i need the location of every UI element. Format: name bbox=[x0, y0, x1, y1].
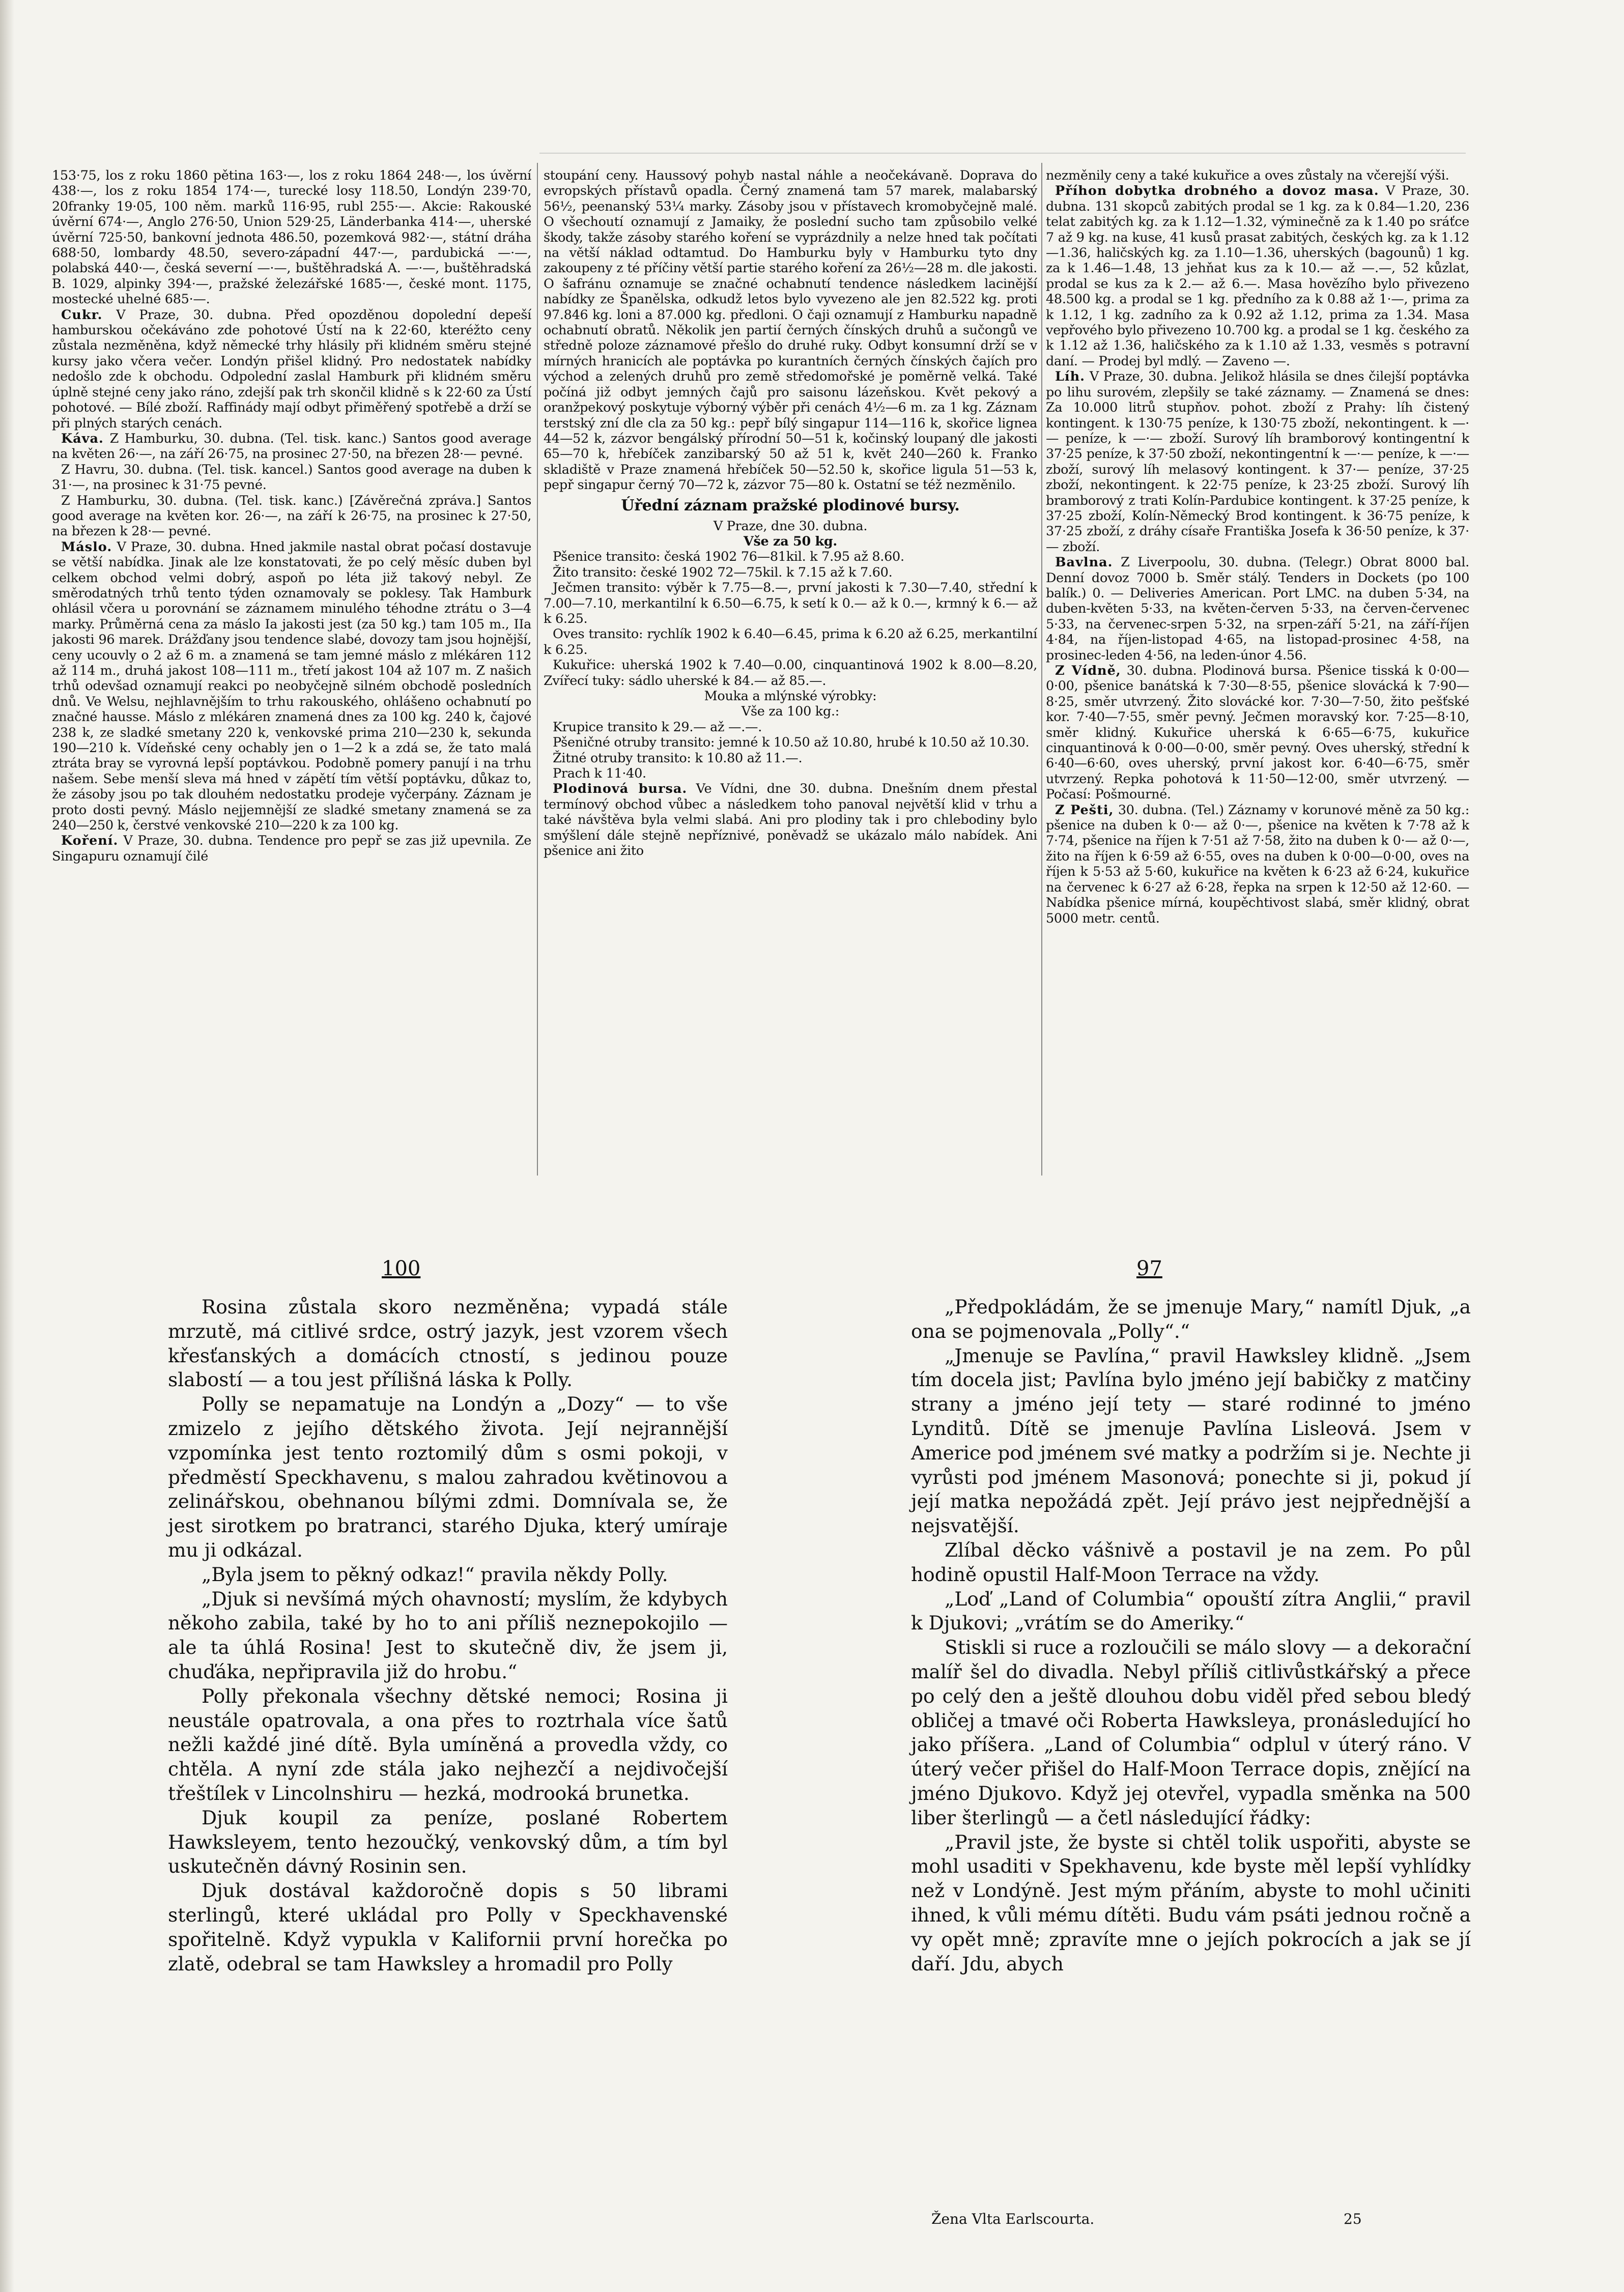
newspaper-column-2 bbox=[544, 168, 1037, 1176]
report-text: V Praze, 30. dubna. Hned jakmile nastal obrat počasí dostavuje se větší nabídka. Jinak ale lze konstatovati, že po celý měsíc duben byl celkem obchod velmi dobrý, aspoň po léta již takový nebyl. Ze směrodatných trhů tento týden oznamovaly se poklesy. Tak Hamburk ohlásil včera u porovnání se záznamem minulého téhodne ztrátu o 3—4 marky. Průměrná cena za máslo Ia jakosti jest (za 50 kg.) tam 105 m., IIa jakosti 96 marek. Drážďany jsou tendence slabé, dovozy tam jsou hojnější, ceny ucouvly o 2 až 6 m. a znamená se tam jemné máslo z mlékáren 112 až 114 m., druhá jakost 108—111 m., třetí jakost 104 až 107 m. Z našich trhů odevšad oznamují reakci po neobyčejně silném obchodě posledních dnů. Ve Welsu, nejhlavnějším to trhu rakouského, ohlášeno ochabnutí po značné hausse. Máslo z mlékáren znamená dnes za 100 kg. 240 k, čajové 238 k, ze sladké smetany 220 k, venkovské prima 210—230 k, sekunda 190—210 k. Vídeňské ceny ochably jen o 1—2 k a zdá se, že tato malá ztráta bray se vyrovná lepší poptávkou. Podobně pomery panují i na trhu našem. Sebe menší sleva má hned v zápětí tím větší poptávku, důkaz to, že zásoby jsou po tak dlouhém nedostatku prodeje vyčerpány. Záznam je proto dosti pevný. Máslo nejjemnější ze sladké smetany znamená se za 240—250 k, čerstvé venkovské 210—220 k za 100 kg. bbox=[52, 539, 531, 834]
market-report-paragraph bbox=[1046, 168, 1469, 183]
report-heading: Líh. bbox=[1055, 369, 1086, 385]
footer-page-number: 25 bbox=[1344, 2211, 1362, 2227]
report-heading: Z Pešti, bbox=[1055, 802, 1114, 818]
market-report-paragraph bbox=[1046, 803, 1469, 926]
market-report-paragraph bbox=[544, 720, 1037, 735]
novel-paragraph: Rosina zůstala skoro nezměněna; vypadá stále mrzutě, má citlivé srdce, ostrý jazyk, jest vzorem všech křesťanských a domácích ctností, s jedinou pouze slabostí — a tou jest přílišná láska k Polly. bbox=[168, 1296, 728, 1391]
report-text: Prach k 11·40. bbox=[553, 766, 646, 782]
market-report-paragraph bbox=[544, 735, 1037, 750]
market-report-paragraph bbox=[544, 657, 1037, 689]
market-report-paragraph bbox=[544, 751, 1037, 766]
report-text: Z Hamburku, 30. dubna. (Tel. tisk. kanc.) [Závěrečná zpráva.] Santos good average na květen kor. 26·—, na září k 26·75, na prosinec k 27·50, na březen k 28·— pevné. bbox=[52, 493, 531, 539]
centered-line: Mouka a mlýnské výrobky: bbox=[704, 689, 877, 704]
left-page-number: 100 bbox=[382, 1257, 421, 1280]
report-heading: Plodinová bursa. bbox=[553, 781, 688, 797]
novel-paragraph: „Loď „Land of Columbia“ opouští zítra Anglii,“ pravil k Djukovi; „vrátím se do Ameriky.“ bbox=[911, 1587, 1471, 1635]
market-report-paragraph bbox=[544, 626, 1037, 657]
novel-paragraph: Zlíbal děcko vášnivě a postavil je na zem. Po půl hodině opustil Half-Moon Terrace na vždy. bbox=[911, 1538, 1471, 1586]
market-report-paragraph bbox=[544, 580, 1037, 626]
market-report-paragraph bbox=[544, 549, 1037, 564]
market-report-paragraph bbox=[52, 833, 531, 864]
novel-right-page bbox=[911, 1295, 1471, 1976]
market-report-paragraph bbox=[544, 168, 1037, 493]
report-text: Žito transito: české 1902 72—75kil. k 7.15 až k 7.60. bbox=[553, 564, 893, 580]
report-heading: Z Vídně, bbox=[1055, 663, 1121, 678]
novel-paragraph: Stiskli si ruce a rozloučili se málo slovy — a dekorační malíř šel do divadla. Nebyl příliš citlivůstkářský a přece po celý den a ještě dlouhou dobu viděl před sebou bledý obličej a tmavé oči Roberta Hawksleya, pronásledující ho jako příšera. „Land of Columbia“ odplul v úterý ráno. V úterý večer přišel do Half-Moon Terrace dopis, znějící na jméno Djukovo. Když jej otevřel, vypadla směnka na 500 liber šterlingů — a četl následující řádky: bbox=[911, 1636, 1471, 1829]
report-text: Ječmen transito: výběr k 7.75—8.—, první jakosti k 7.30—7.40, střední k 7.00—7.10, merkantilní k 6.50—6.75, k setí k 0.— až k 0.—, krmný k 6.— až k 6.25. bbox=[544, 580, 1037, 626]
market-report-paragraph bbox=[1046, 663, 1469, 803]
market-report-paragraph bbox=[52, 431, 531, 462]
report-heading: Káva. bbox=[61, 431, 104, 446]
report-text: Pšenice transito: česká 1902 76—81kil. k 7.95 až 8.60. bbox=[553, 549, 904, 565]
report-text: nezměnily ceny a také kukuřice a oves zůstaly na včerejší výši. bbox=[1046, 168, 1449, 183]
section-heading: Úřední záznam pražské plodinové bursy. bbox=[621, 496, 960, 514]
newspaper-column-3 bbox=[1046, 168, 1469, 1176]
report-text: 153·75, los z roku 1860 pětina 163·—, los z roku 1864 248·—, los úvěrní 438·—, los z roku 1854 174·—, turecké losy 118.50, Londýn 239·70, 20franky 19·05, 100 něm. marků 116·95, rubl 255·—. Akcie: Rakouské úvěrní 674·—, Anglo 276·50, Union 529·25, Länderbanka 414·—, uherské úvěrní 725·50, bankovní jednota 486.50, pozemková 982·—, státní dráha 688·50, lombardy 48.50, severo-západní 447·—, pardubická —·—, polabská 440·—, česká severní —·—, buštěhradská A. —·—, buštěhradská B. 1029, alpinky 394·—, pražské železářské 1685·—, české mont. 1175, mostecké uhelné 685·—. bbox=[52, 168, 531, 307]
novel-paragraph: „Djuk si nevšímá mých ohavností; myslím, že kdybych někoho zabila, také by ho to ani příliš neznepokojilo — ale ta úhlá Rosina! Jest to skutečně div, že jsem ji, chuďáka, nepřipravila již do hrobu.“ bbox=[168, 1587, 728, 1683]
novel-paragraph: „Byla jsem to pěkný odkaz!“ pravila někdy Polly. bbox=[202, 1563, 668, 1586]
market-report-paragraph bbox=[544, 766, 1037, 781]
market-report-paragraph bbox=[544, 781, 1037, 858]
report-text: 30. dubna. Plodinová bursa. Pšenice tisská k 0·00—0·00, pšenice banátská k 7·30—8·55, pšenice slovácká k 7·90—8·25, směr utvrzený. Žito slovácké kor. 7·30—7·50, žito pešťské kor. 7·40—7·55, směr pevný. Ječmen moravský kor. 7·25—8·10, směr klidný. Kukuřice uherská k 6·65—6·75, kukuřice cinquantinová k 0·00—0·00, směr pevný. Oves uherský, střední k 6·40—6·60, oves uherský, první jakost kor. 6·40—6·75, směr utvrzený. Repka pohotová k 11·50—12·00, směr utvrzený. — Počasí: Pošmourné. bbox=[1046, 663, 1469, 803]
novel-left-page bbox=[168, 1295, 728, 1976]
market-report-paragraph bbox=[1046, 183, 1469, 369]
report-heading: Bavlna. bbox=[1055, 555, 1113, 570]
report-text: Kukuřice: uherská 1902 k 7.40—0.00, cinquantinová 1902 k 8.00—8.20, Zvířecí tuky: sádlo uherské k 84.— až 85.—. bbox=[544, 657, 1037, 689]
novel-paragraph: „Jmenuje se Pavlína,“ pravil Hawksley klidně. „Jsem tím docela jist; Pavlína bylo jméno její babičky z matčiny strany a jméno její tety — staré rodinné to jméno Lynditů. Dítě se jmenuje Pavlína Lisleová. Jsem v Americe pod jménem své matky a podržím si je. Nechte ji vyrůsti pod jménem Masonová; ponechte si ji, pokud jí její matka nepožádá zpět. Její právo jest nejpřednější a nejsvatější. bbox=[911, 1344, 1471, 1537]
novel-paragraph: Djuk dostával každoročně dopis s 50 librami sterlingů, které ukládal pro Polly v Speckhavenské spořitelně. Když vypukla v Kalifornii první horečka po zlatě, odebral se tam Hawksley a hromadil pro Polly bbox=[168, 1879, 728, 1975]
report-text: stoupání ceny. Haussový pohyb nastal náhle a neočekávaně. Doprava do evropských přístavů opadla. Černý znamená tam 57 marek, malabarský 56½, peenanský 53¼ marky. Zásoby jsou v přístavech kromobyčejně malé. O všechoutí oznamují z Jamaiky, že poslední sucho tam způsobilo velké škody, takže zásoby starého koření se vyprázdnily a nelze hned tak počítati na větší náklad odtamtud. Do Hamburku byly v Hamburku tyto dny zakoupeny z té příčiny větší partie starého koření za 26½—28 m. dle jakosti. O šafránu oznamuje se značné ochabnutí tendence následkem lacinější nabídky ze Španělska, odkudž letos bylo vyvezeno ale jen 82.522 kg. proti 97.846 kg. loni a 87.000 kg. předloni. O čaji oznamují z Hamburku napadně ochabnutí obratů. Několik jen partií černých čínských druhů a sučongů ve středně poloze záznamové přešlo do druhé ruky. Odbyt konsumní drží se v mírných hranicích ale poptávka po kurantních černých čínských čajích pro východ a zelených druhů pro země středomořské je poměrně velká. Také počíná již odbyt jemných čajů pro saisonu lázeňskou. Květ pekový a oranžpekový poskytuje výborný výběr při cenách 4½—6 m. za 1 kg. Záznam terstský zní dle cla za 50 kg.: pepř bílý singapur 114—116 k, skořice lignea 44—52 k, zázvor bengálský přírodní 50—51 k, kočinský loupaný dle jakosti 65—70 k, hřebíček zanzibarský 50 až 51 k, květ 240—260 k. Franko skladiště v Praze znamená hřebíček 50—52.50 k, skořice ligula 51—53 k, pepř singapur černý 70—72 k, zázvor 75—80 k. Ostatní se též nezměnilo. bbox=[544, 168, 1037, 493]
market-report-paragraph bbox=[52, 168, 531, 307]
report-text: Žitné otruby transito: k 10.80 až 11.—. bbox=[553, 750, 803, 766]
right-page-number: 97 bbox=[1136, 1257, 1162, 1280]
report-text: V Praze, 30. dubna. Tendence pro pepř se zas již upevnila. Ze Singapuru oznamují čilé bbox=[52, 833, 531, 864]
column-rule-2 bbox=[1041, 163, 1042, 1176]
scan-fold-line bbox=[539, 153, 1466, 154]
report-text: Z Liverpoolu, 30. dubna. (Telegr.) Obrat 8000 bal. Denní dovoz 7000 b. Směr stálý. Tenders in Dockets (po 100 balík.) 0. — Deliveries American. Port LMC. na duben 5·34, na duben-květen 5·33, na květen-červen 5·33, na červen-červenec 5·33, na červenec-srpen 5·32, na srpen-září 5·21, na září-říjen 4·84, na říjen-listopad 4·65, na listopad-prosinec 4·58, na prosinec-leden 4·56, na leden-únor 4.56. bbox=[1046, 555, 1469, 663]
market-report-paragraph bbox=[52, 462, 531, 493]
novel-paragraph: Polly se nepamatuje na Londýn a „Dozy“ — to vše zmizelo z jejího dětského života. Její nejrannější vzpomínka jest tento roztomilý dům s osmi pokoji, v předměstí Speckhavenu, s malou zahradou květinovou a zelinářskou, obehnanou bílými zdmi. Domnívala se, že jest sirotkem po bratranci, starého Djuka, který umíraje mu ji odkázal. bbox=[168, 1393, 728, 1561]
report-text: Pšeničné otruby transito: jemné k 10.50 až 10.80, hrubé k 10.50 až 10.30. bbox=[553, 735, 1030, 751]
column-rule-1 bbox=[537, 163, 538, 1176]
novel-paragraph: „Předpokládám, že se jmenuje Mary,“ namítl Djuk, „a ona se pojmenovala „Polly“.“ bbox=[911, 1296, 1471, 1342]
report-heading: Máslo. bbox=[61, 539, 112, 555]
market-report-paragraph bbox=[52, 307, 531, 431]
newspaper-column-1 bbox=[52, 168, 531, 1176]
report-heading: Cukr. bbox=[61, 307, 103, 323]
report-text: Z Havru, 30. dubna. (Tel. tisk. kancel.) Santos good average na duben k 31·—, na prosinec k 31·75 pevné. bbox=[52, 462, 531, 493]
report-text: Krupice transito k 29.— až —.—. bbox=[553, 719, 762, 735]
novel-paragraph: Djuk koupil za peníze, poslané Robertem Hawksleyem, tento hezoučký, venkovský dům, a tím byl uskutečněn dávný Rosinin sen. bbox=[168, 1806, 728, 1878]
report-text: Z Hamburku, 30. dubna. (Tel. tisk. kanc.) Santos good average na květen 26·—, na září 26·75, na prosinec 27·50, na březen 28·— pevné. bbox=[52, 431, 531, 462]
market-report-paragraph bbox=[52, 539, 531, 834]
report-text: Oves transito: rychlík 1902 k 6.40—6.45, prima k 6.20 až 6.25, merkantilní k 6.25. bbox=[544, 626, 1037, 657]
report-text: 30. dubna. (Tel.) Záznamy v korunové měně za 50 kg.: pšenice na duben k 0·— až 0·—, pšenice na květen k 7·78 až k 7·74, pšenice na říjen k 7·51 až 7·58, žito na duben k 0·— až 0·—, žito na říjen k 6·59 až 6·55, oves na duben k 0·00—0·00, oves na říjen k 5·53 až 5·60, kukuřice na květen k 6·23 až 6·24, kukuřice na červenec k 6·27 až 6·28, řepka na srpen k 12·50 až 12·60. — Nabídka pšenice mírná, koupěchtivost slabá, směr klidný, obrat 5000 metr. centů. bbox=[1046, 802, 1469, 926]
report-text: V Praze, 30. dubna. 131 skopců zabitých prodal se 1 kg. za k 0.84—1.20, 236 telat zabitých kg. za k 1.12—1.32, výminečně za k 1.40 po sráťce 7 až 9 kg. na kuse, 41 kusů prasat zabitých, českých kg. za k 1.12—1.36, haličských kg. za 1.10—1.36, uherských (bagounů) 1 kg. za k 1.46—1.48, 13 jehňat kus za k 10.— až —.—, 52 kůzlat, prodal se kus za k 2.— až 6.—. Masa hovězího bylo přivezeno 48.500 kg. a prodal se 1 kg. předního za k 0.88 až 1·—, prima za k 1.12, 1 kg. zadního za k 0.92 až 1.12, prima za 1.34. Masa vepřového bylo přivezeno 10.700 kg. a prodal se 1 kg. českého za k 1.12 až 1.36, haličského za k 1.10 až 1.33, vesměs s potravní daní. — Prodej byl mdlý. — Zaveno —. bbox=[1046, 183, 1469, 369]
market-report-paragraph bbox=[544, 565, 1037, 580]
novel-paragraph: „Pravil jste, že byste si chtěl tolik uspořiti, abyste se mohl usaditi v Spekhavenu, kde byste měl lepší vyhlídky než v Londýně. Jest mým přáním, abyste to mohl učiniti ihned, k vůli mému dítěti. Budu vám psáti jednou ročně a vy opět mně; zpravíte mne o jejích pokrocích a jak se jí daří. Jdu, abych bbox=[911, 1830, 1471, 1975]
report-heading: Koření. bbox=[61, 833, 119, 849]
report-heading: Příhon dobytka drobného a dovoz masa. bbox=[1055, 183, 1379, 199]
footer-title: Žena Vlta Earlscourta. bbox=[931, 2211, 1095, 2227]
report-text: Ve Vídni, dne 30. dubna. Dnešním dnem přestal termínový obchod vůbec a následkem toho panoval největší klid v trhu a také návštěva byla velmi slabá. Ani pro plodiny tak i pro chlebodiny bylo smýšlení dále stejně nepříznivé, poněvadž se ukázalo málo nabídek. Ani pšenice ani žito bbox=[544, 781, 1037, 859]
market-report-paragraph bbox=[52, 493, 531, 539]
market-report-paragraph bbox=[1046, 369, 1469, 555]
market-report-paragraph bbox=[1046, 555, 1469, 663]
novel-paragraph: Polly překonala všechny dětské nemoci; Rosina ji neustále opatrovala, a ona přes to roztrhala více šatů nežli každé jiné dítě. Byla umíněná a provedla vždy, co chtěla. A nyní zde stála jako nejhezčí a nejdivočejší třeštílek v Lincolnshiru — hezká, modrooká brunetka. bbox=[168, 1684, 728, 1804]
report-text: V Praze, 30. dubna. Před opozděnou dopolední depeší hamburskou očekáváno zde pohotové Ústí na k 22·60, kteréžto ceny zůstala nezměněna, když německé trhy hlásily při klidném směru stejné kursy jako včera večer. Londýn přišel klidný. Pro nedostatek nabídky nedošlo zde k obchodu. Odpolední zaslal Hamburk při klidném směru úplně stejné ceny jako ráno, zdejší pak trh skončil klidně s k 22·60 za Ústí pohotové. — Bílé zboží. Raffinády mají odbyt přiměřený spotřebě a drží se při plných starých cenách. bbox=[52, 307, 531, 431]
report-text: V Praze, 30. dubna. Jelikož hlásila se dnes čilejší poptávka po lihu surovém, zlepšily se také záznamy. — Znamená se dnes: Za 10.000 litrů stupňov. pohot. zboží z Prahy: líh čistený kontingent. k 130·75 peníze, k 130·75 zboží, nekontingent. k —·— peníze, k —·— zboží. Surový líh bramborový kontingentní k 37·25 peníze, k 37·50 zboží, nekontingentní k —·— peníze, k —·— zboží, surový líh melasový kontingent. k 37·— peníze, 37·25 zboží, nekontingent. k 22·75 peníze, k 23·25 zboží. Surový líh bramborový z trati Kolín-Pardubice kontingent. k 37·25 peníze, k 37·25 zboží, Kolín-Německý Brod kontingent. k 36·75 peníze, k 37·25 zboží, z dráhy císaře Františka Josefa k 36·50 peníze, k 37·— zboží. bbox=[1046, 369, 1469, 555]
centered-line: Vše za 50 kg. bbox=[744, 533, 837, 549]
centered-line: Vše za 100 kg.: bbox=[741, 704, 840, 720]
centered-line: V Praze, dne 30. dubna. bbox=[713, 518, 868, 534]
scan-edge-shadow bbox=[0, 0, 14, 2292]
